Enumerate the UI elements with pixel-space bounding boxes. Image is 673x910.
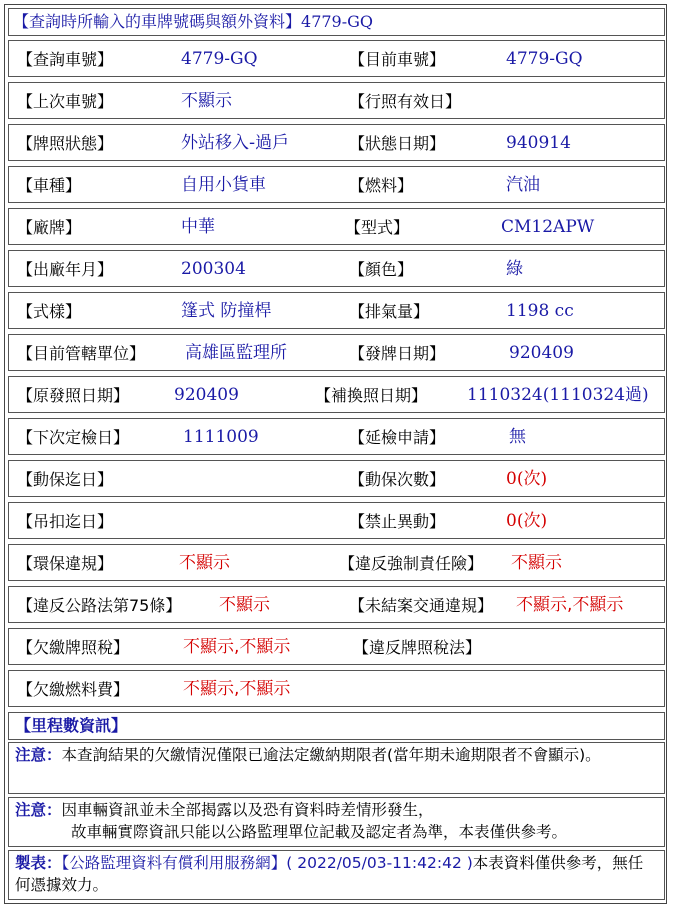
field-value: 940914 [506, 133, 571, 153]
field-label: 【行照有效日】 [349, 92, 462, 111]
field-value: 不顯示,不顯示 [183, 679, 291, 699]
info-row [8, 376, 665, 413]
field-label: 【欠繳燃料費】 [17, 680, 130, 699]
field-label: 【動保迄日】 [17, 470, 114, 489]
field-value: 0(次) [506, 511, 548, 531]
info-row [8, 124, 665, 161]
field-label: 【延檢申請】 [349, 428, 446, 447]
query-plate: 4779-GQ [301, 12, 374, 31]
field-label: 【禁止異動】 [349, 512, 446, 531]
info-row [8, 334, 665, 371]
field-label: 【查詢車號】 [17, 50, 114, 69]
field-label: 【目前車號】 [349, 50, 446, 69]
field-value: 綠 [506, 259, 523, 279]
field-label: 【環保違規】 [17, 554, 114, 573]
field-value: 自用小貨車 [181, 175, 266, 195]
info-row [8, 418, 665, 455]
note-label: 注意： [15, 801, 62, 819]
field-value: 1111009 [183, 427, 259, 447]
field-label: 【發牌日期】 [349, 344, 446, 363]
field-value: 不顯示 [179, 553, 230, 573]
note-text-line1: 因車輛資訊並未全部揭露以及恐有資料時差情形發生， [61, 801, 434, 819]
field-label: 【動保次數】 [349, 470, 446, 489]
query-header-text: 【查詢時所輸入的車牌號碼與額外資料】4779-GQ [13, 12, 374, 31]
field-value: 0(次) [506, 469, 548, 489]
field-value: 4779-GQ [506, 49, 583, 69]
field-label: 【燃料】 [349, 176, 414, 195]
field-value: 高雄區監理所 [185, 343, 287, 363]
field-value: CM12APW [501, 217, 595, 237]
field-label: 【牌照狀態】 [17, 134, 114, 153]
field-label: 【車種】 [17, 176, 82, 195]
footer-text: 本表資料僅供參考，無任何憑據效力。 [15, 854, 644, 894]
field-value: 4779-GQ [181, 49, 258, 69]
field-value: 汽油 [506, 175, 540, 195]
field-label: 【違反牌照稅法】 [353, 638, 482, 657]
field-label: 【出廠年月】 [17, 260, 114, 279]
field-value: 不顯示 [219, 595, 270, 615]
field-value: 920409 [509, 343, 574, 363]
footer-label: 製表： [15, 854, 62, 872]
info-row [8, 586, 665, 623]
field-value: 中華 [181, 217, 215, 237]
field-label: 【補換照日期】 [315, 386, 428, 405]
field-label: 【下次定檢日】 [17, 428, 130, 447]
field-label: 【原發照日期】 [17, 386, 130, 405]
field-label: 【上次車號】 [17, 92, 114, 111]
field-label: 【目前管轄單位】 [17, 344, 146, 363]
field-value: 不顯示,不顯示 [183, 637, 291, 657]
field-label: 【型式】 [345, 218, 410, 237]
field-value: 1198 cc [506, 301, 574, 321]
info-row [8, 166, 665, 203]
note-overdue [8, 742, 665, 794]
field-label: 【違反強制責任險】 [339, 554, 484, 573]
field-value: 不顯示 [181, 91, 232, 111]
info-row [8, 628, 665, 665]
field-value: 無 [509, 427, 526, 447]
info-row [8, 544, 665, 581]
field-value: 不顯示,不顯示 [516, 595, 624, 615]
note-label: 注意： [15, 746, 62, 764]
field-label: 【廠牌】 [17, 218, 82, 237]
field-label: 【吊扣迄日】 [17, 512, 114, 531]
info-row [8, 40, 665, 77]
footer-source: 【公路監理資料有償利用服務網】 [61, 854, 287, 872]
info-row [8, 670, 665, 707]
field-label: 【顏色】 [349, 260, 414, 279]
field-value: 不顯示 [511, 553, 562, 573]
note-disclaimer [8, 797, 665, 847]
field-value: 篷式 防撞桿 [181, 301, 272, 321]
field-value: 920409 [174, 385, 239, 405]
info-row [8, 460, 665, 497]
field-label: 【排氣量】 [349, 302, 430, 321]
info-row [8, 208, 665, 245]
query-header [8, 8, 665, 36]
info-row [8, 502, 665, 539]
info-row [8, 82, 665, 119]
field-value: 外站移入-過戶 [181, 133, 290, 153]
footer-timestamp: ( 2022/05/03-11:42:42 ) [286, 854, 473, 872]
field-value: 200304 [181, 259, 246, 279]
mileage-section [8, 712, 665, 740]
info-row [8, 250, 665, 287]
field-label: 【狀態日期】 [349, 134, 446, 153]
field-label: 【式樣】 [17, 302, 82, 321]
report-footer [8, 850, 665, 900]
mileage-title: 【里程數資訊】 [15, 716, 128, 735]
note-text-line2: 故車輛實際資訊只能以公路監理單位記載及認定者為準，本表僅供參考。 [71, 823, 568, 841]
field-value: 1110324(1110324過) [467, 385, 649, 405]
field-label: 【未結案交通違規】 [349, 596, 494, 615]
field-label: 【欠繳牌照稅】 [17, 638, 130, 657]
field-label: 【違反公路法第75條】 [17, 596, 182, 615]
info-row [8, 292, 665, 329]
note-text: 本查詢結果的欠繳情況僅限已逾法定繳納期限者(當年期未逾期限者不會顯示)。 [61, 746, 601, 764]
